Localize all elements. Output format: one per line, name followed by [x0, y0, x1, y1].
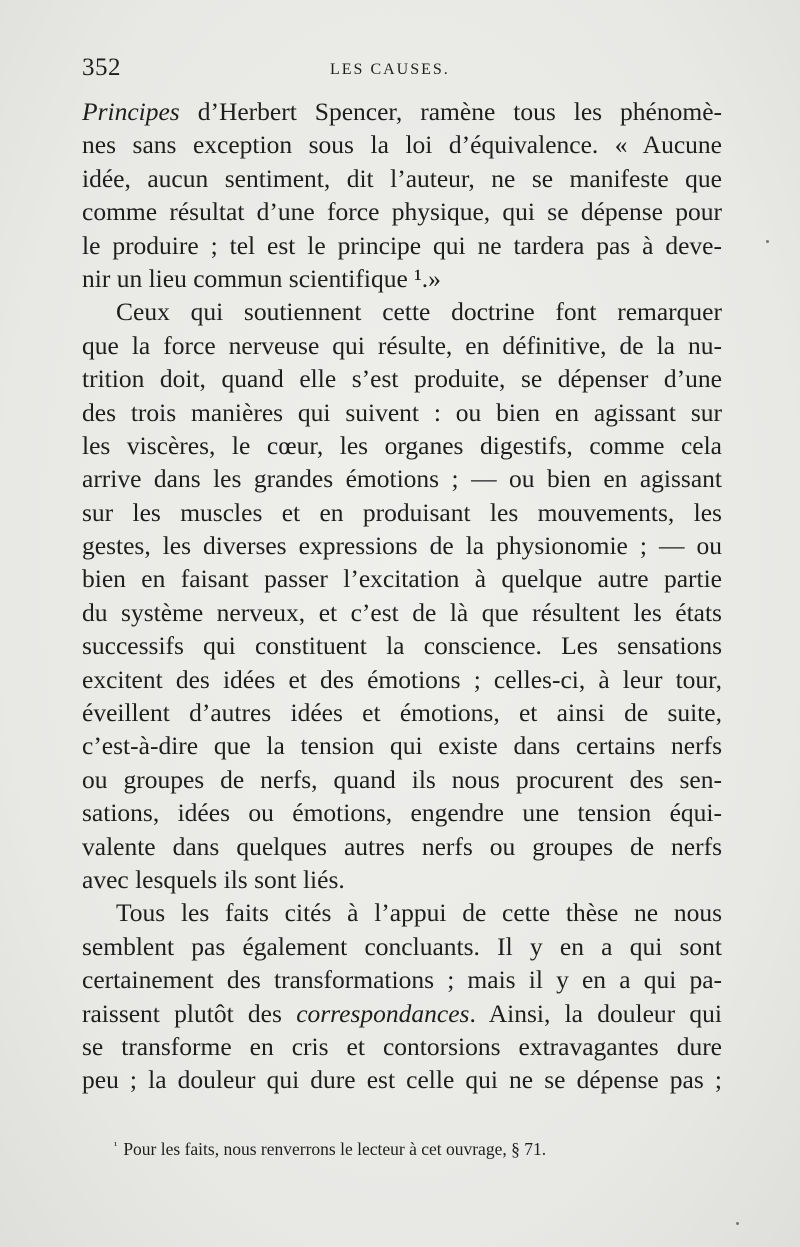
text-line: éveillent d’autres idées et émotions, et ainsi de suite,: [82, 698, 722, 728]
running-head: [82, 54, 722, 86]
body-text: [82, 95, 722, 1097]
text-line: trition doit, quand elle s’est produite, se dépenser d’une: [82, 364, 722, 394]
text-line: du système nerveux, et c’est de là que résultent les états: [82, 597, 722, 627]
text-line: Principes d’Herbert Spencer, ramène tous les phénomè-: [82, 97, 722, 126]
text-line: que la force nerveuse qui résulte, en définitive, de la nu-: [82, 330, 722, 360]
text-line: sur les muscles et en produisant les mouvements, les: [82, 497, 722, 527]
footnote-text: Pour les faits, nous renverrons le lecteur à cet ouvrage, § 71.: [123, 1139, 547, 1159]
text-line: des trois manières qui suivent : ou bien en agissant sur: [82, 397, 722, 427]
text-line: valente dans quelques autres nerfs ou groupes de nerfs: [82, 831, 722, 861]
page-number: 352: [82, 54, 121, 81]
text-line: nir un lieu commun scientifique ¹.»: [82, 263, 441, 293]
footnote-mark: ¹: [114, 1140, 118, 1152]
text-line: semblent pas également concluants. Il y en a qui sont: [82, 931, 722, 961]
text-line: ou groupes de nerfs, quand ils nous procurent des sen-: [82, 764, 722, 794]
paper-speck: [736, 1222, 739, 1225]
text-line: se transforme en cris et contorsions extravagantes dure: [82, 1031, 722, 1061]
italic-word: correspondances: [296, 998, 470, 1028]
paper-speck: [766, 240, 769, 243]
text-line: bien en faisant passer l’excitation à quelque autre partie: [82, 564, 722, 594]
text-line: certainement des transformations ; mais il y en a qui pa-: [82, 965, 722, 995]
text-line: comme résultat d’une force physique, qui se dépense pour: [82, 197, 722, 227]
text-line: avec lesquels ils sont liés.: [82, 864, 345, 894]
text-line: successifs qui constituent la conscience. Les sensations: [82, 631, 722, 661]
italic-title: Principes: [82, 97, 180, 126]
text-line: Tous les faits cités à l’appui de cette thèse ne nous: [116, 898, 722, 928]
text-line: excitent des idées et des émotions ; celles-ci, à leur tour,: [82, 664, 722, 694]
text-line: peu ; la douleur qui dure est celle qui ne se dépense pas ;: [82, 1065, 722, 1095]
text-line: nes sans exception sous la loi d’équivalence. « Aucune: [82, 130, 722, 160]
text-line: c’est-à-dire que la tension qui existe dans certains nerfs: [82, 731, 722, 761]
text-line: gestes, les diverses expressions de la physionomie ; — ou: [82, 531, 722, 561]
running-title: LES CAUSES.: [330, 61, 450, 78]
text-line: Ceux qui soutiennent cette doctrine font remarquer: [116, 297, 722, 327]
text-line: idée, aucun sentiment, dit l’auteur, ne se manifeste que: [82, 163, 722, 193]
footnote: [114, 1139, 714, 1160]
text-line: sations, idées ou émotions, engendre une tension équi-: [82, 798, 722, 828]
text-line: les viscères, le cœur, les organes digestifs, comme cela: [82, 430, 722, 460]
text-line: le produire ; tel est le principe qui ne tardera pas à deve-: [82, 230, 722, 260]
text-line: raissent plutôt des correspondances. Ainsi, la douleur qui: [82, 998, 723, 1028]
text-line: arrive dans les grandes émotions ; — ou bien en agissant: [82, 464, 722, 494]
